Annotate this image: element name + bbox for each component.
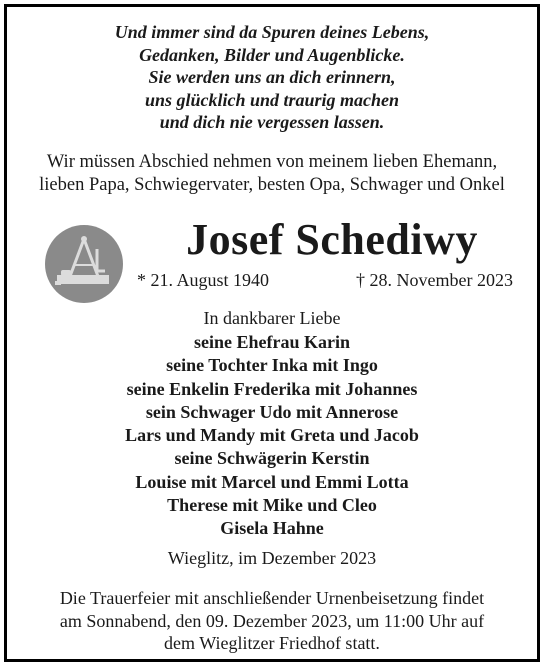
poem: [7, 21, 537, 134]
mourner: Gisela Hahne: [220, 518, 324, 539]
mourner: seine Ehefrau Karin: [194, 332, 350, 352]
poem-line: Gedanken, Bilder und Augenblicke.: [139, 44, 405, 65]
life-dates: [127, 268, 527, 292]
poem-line: Und immer sind da Spuren deines Lebens,: [114, 22, 430, 42]
mourner: seine Tochter Inka mit Ingo: [166, 355, 378, 376]
intro-text: [7, 151, 537, 197]
deceased-name: Josef Schediwy: [186, 215, 478, 264]
funeral-line: am Sonnabend, den 09. Dezember 2023, um 11:00 Uhr auf: [59, 610, 485, 631]
place-date: Wieglitz, im Dezember 2023: [167, 548, 377, 568]
mourner: Lars und Mandy mit Greta und Jacob: [125, 425, 419, 446]
mourner: seine Schwägerin Kerstin: [174, 448, 370, 469]
funeral-notice: [7, 587, 537, 655]
intro-line: Wir müssen Abschied nehmen von meinem lieben Ehemann,: [46, 152, 498, 172]
mourner: Louise mit Marcel und Emmi Lotta: [135, 471, 409, 492]
poem-line: Sie werden uns an dich erinnern,: [148, 67, 396, 87]
intro-line: lieben Papa, Schwiegervater, besten Opa, Schwager und Onkel: [39, 175, 505, 195]
mourner: sein Schwager Udo mit Annerose: [145, 401, 399, 422]
poem-line: uns glücklich und traurig machen: [144, 89, 400, 110]
funeral-line: Die Trauerfeier mit anschließender Urnenbeisetzung findet: [59, 588, 485, 608]
thanks-line: In dankbarer Liebe: [203, 308, 341, 328]
poem-line: und dich nie vergessen lassen.: [159, 112, 385, 132]
obituary-frame: [4, 4, 540, 662]
birth-date: * 21. August 1940: [137, 270, 270, 290]
masonic-emblem-icon: [45, 225, 123, 303]
mourners-list: [7, 331, 537, 541]
funeral-line: dem Wieglitzer Friedhof statt.: [164, 633, 380, 653]
mourner: Therese mit Mike und Cleo: [167, 495, 377, 516]
death-date: † 28. November 2023: [356, 270, 513, 290]
mourner: seine Enkelin Frederika mit Johannes: [126, 378, 418, 399]
